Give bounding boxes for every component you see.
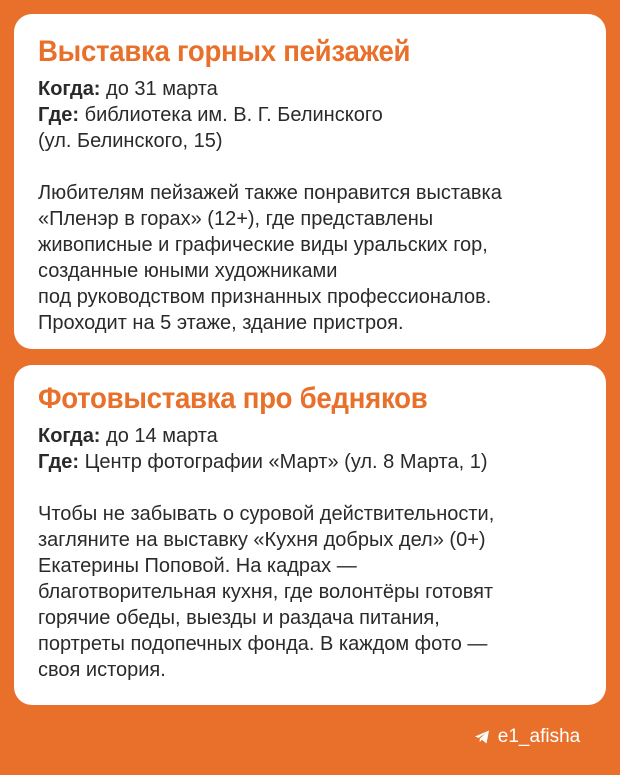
where-value: библиотека им. В. Г. Белинского (79, 104, 383, 126)
when-value: до 31 марта (100, 78, 218, 100)
when-label: Когда: (38, 78, 101, 100)
event-card-mountain-landscapes (14, 14, 606, 349)
description-line: горячие обеды, выезды и раздача питания, (38, 607, 440, 629)
description-line: «Пленэр в горах» (12+), где представлены (38, 208, 434, 230)
where-label: Где: (38, 104, 80, 126)
description-line: созданные юными художниками (38, 260, 338, 282)
description-line: живописные и графические виды уральских гор, (38, 234, 488, 256)
description-line: своя история. (38, 659, 166, 681)
event-description (38, 180, 582, 336)
description-line: портреты подопечных фонда. В каждом фото — (38, 633, 488, 655)
event-where-address: (ул. Белинского, 15) (38, 130, 223, 152)
channel-handle: e1_afisha (497, 726, 581, 747)
description-line: под руководством признанных профессионалов. (38, 286, 492, 308)
description-line: загляните на выставку «Кухня добрых дел» (0+) (38, 529, 486, 551)
channel-badge[interactable] (448, 713, 606, 761)
event-meta (38, 423, 582, 475)
event-where (38, 449, 582, 475)
when-label: Когда: (38, 425, 101, 447)
description-line: Любителям пейзажей также понравится выставка (38, 182, 502, 204)
event-card-photo-exhibition (14, 365, 606, 705)
description-line: Чтобы не забывать о суровой действительности, (38, 503, 495, 525)
where-label: Где: (38, 451, 80, 473)
event-where (38, 102, 582, 128)
event-description (38, 501, 582, 683)
event-when (38, 76, 582, 102)
description-line: Екатерины Поповой. На кадрах — (38, 555, 357, 577)
where-value: Центр фотографии «Март» (ул. 8 Марта, 1) (79, 451, 488, 473)
description-line: Проходит на 5 этаже, здание пристроя. (38, 312, 404, 334)
event-title: Фотовыставка про бедняков (38, 382, 428, 415)
telegram-icon (474, 729, 490, 745)
event-when (38, 423, 582, 449)
event-title: Выставка горных пейзажей (38, 35, 411, 68)
description-line: благотворительная кухня, где волонтёры готовят (38, 581, 494, 603)
when-value: до 14 марта (100, 425, 218, 447)
event-meta (38, 76, 582, 154)
